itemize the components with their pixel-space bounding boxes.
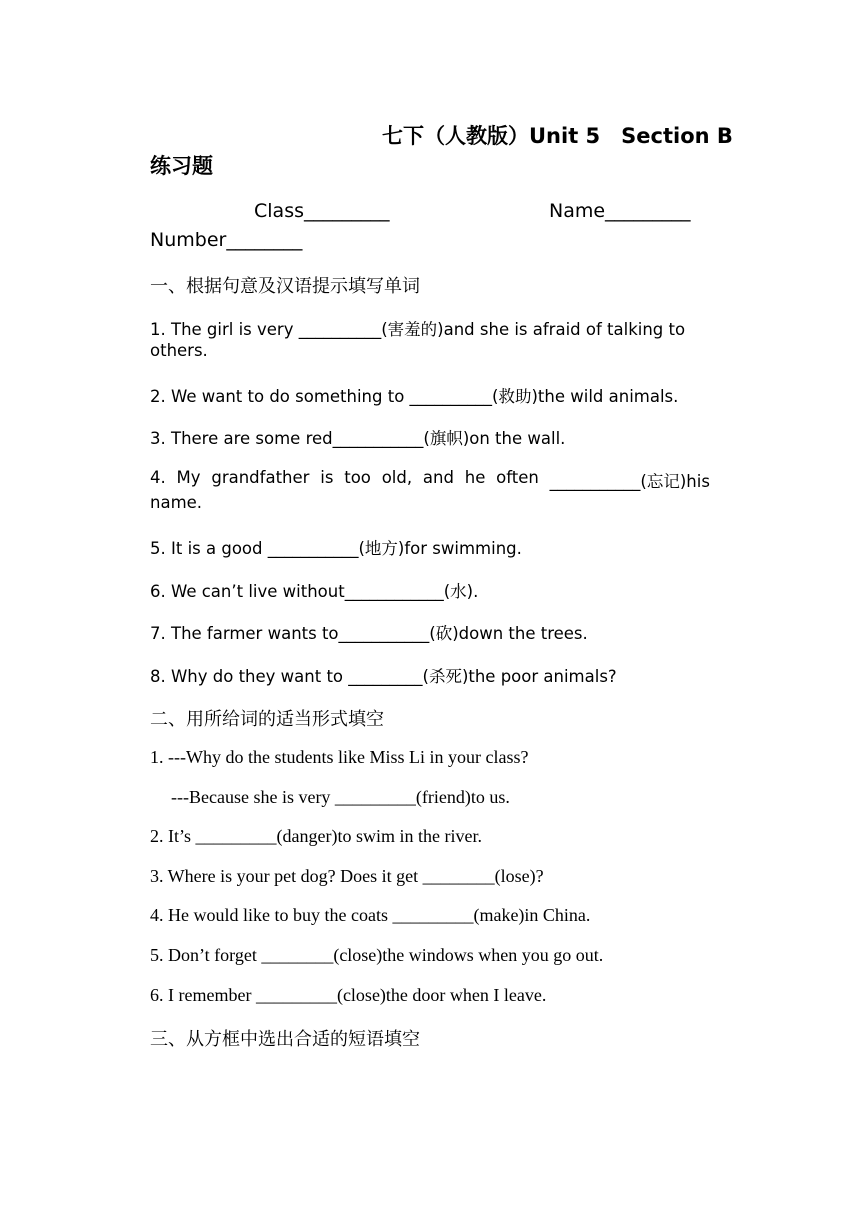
word: grandfather [211,468,310,487]
section3-heading: 三、从方框中选出合适的短语填空 [150,1029,420,1049]
section2-item-5: 5. Don’t forget ________(close)the windows when you go out. [150,945,604,965]
section2-item-4: 4. He would like to buy the coats _________(make)in China. [150,905,591,925]
word: old, [381,468,413,487]
section2-item-3: 3. Where is your pet dog? Does it get ________(lose)? [150,866,544,886]
section1-item-5: 5. It is a good ___________(地方)for swimming. [150,539,522,558]
section1-item-3: 3. There are some red___________(旗帜)on the wall. [150,429,566,448]
section1-item-6: 6. We can’t live without____________(水). [150,582,479,601]
section1-item-1-line2: others. [150,341,208,360]
section1-heading: 一、根据句意及汉语提示填写单词 [150,276,420,296]
word: too [344,468,371,487]
page-title-line2: 练习题 [150,154,213,178]
section2-heading: 二、用所给词的适当形式填空 [150,709,384,729]
word: My [176,468,201,487]
word: he [464,468,486,487]
section1-item-4-line1 [150,468,710,492]
page-title-line1: 七下（人教版）Unit 5 Section B [382,124,733,148]
section2-item-2: 2. It’s _________(danger)to swim in the river. [150,826,482,846]
word: 4. [150,468,166,487]
section2-item-1-answer: ---Because she is very _________(friend)to us. [171,787,510,807]
section1-item-4-line2: name. [150,493,203,512]
number-field: Number________ [150,229,303,251]
class-field: Class_________ [254,200,390,222]
word: is [320,468,334,487]
name-field: Name_________ [549,200,691,222]
section1-item-1-line1: 1. The girl is very __________(害羞的)and she is afraid of talking to [150,320,686,339]
section2-item-6: 6. I remember _________(close)the door when I leave. [150,985,547,1005]
word: and [422,468,454,487]
section2-item-1-question: 1. ---Why do the students like Miss Li in your class? [150,747,529,767]
word: often [496,468,539,487]
section1-item-8: 8. Why do they want to _________(杀死)the poor animals? [150,667,617,686]
word: ___________(忘记)his [549,472,710,491]
section1-item-7: 7. The farmer wants to___________(砍)down the trees. [150,624,588,643]
section1-item-2: 2. We want to do something to __________(救助)the wild animals. [150,387,679,406]
